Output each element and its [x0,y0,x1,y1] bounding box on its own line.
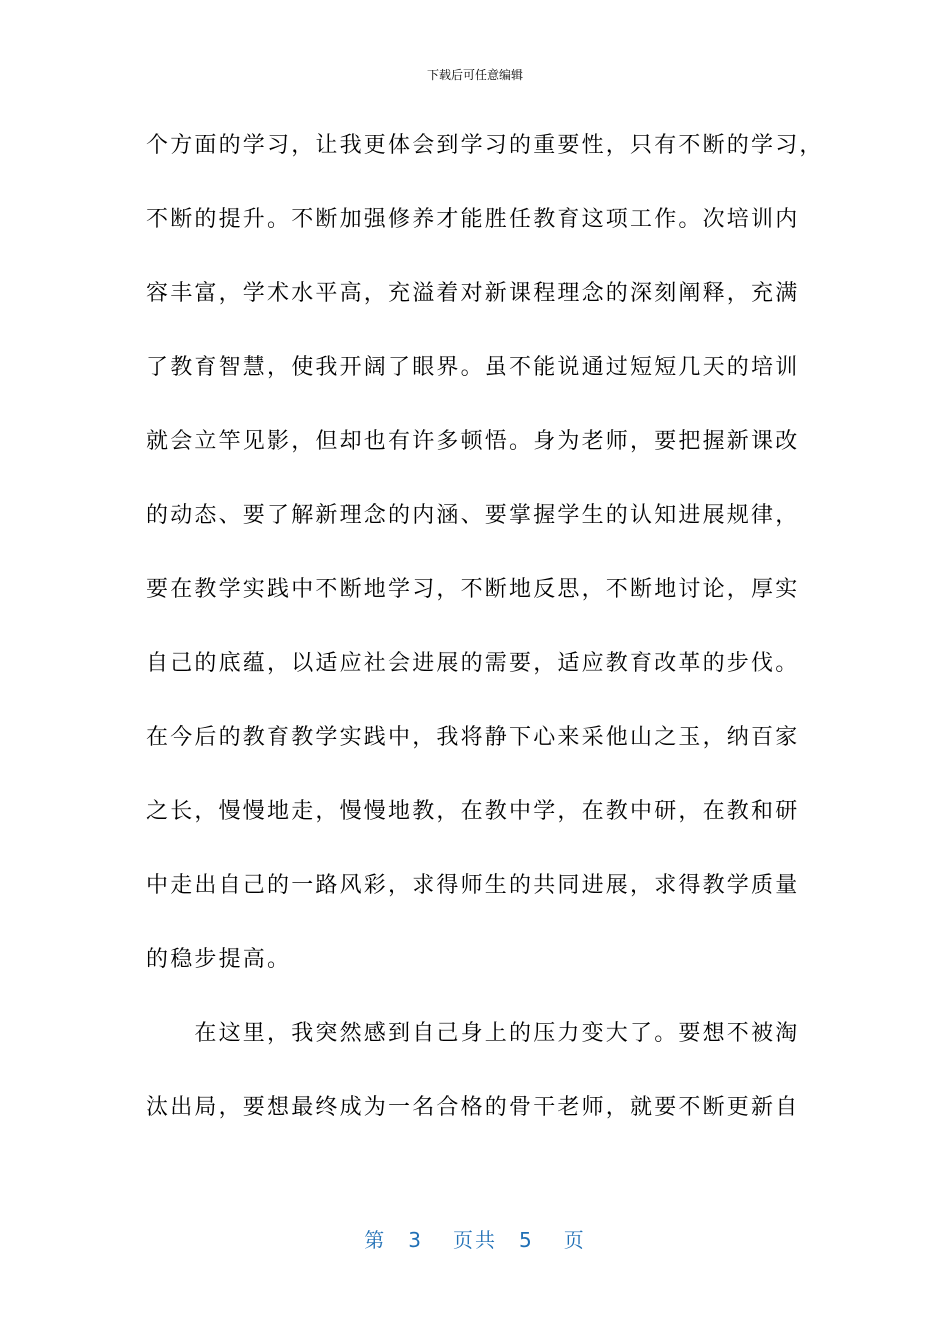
text-line: 之长，慢慢地走，慢慢地教，在教中学，在教中研，在教和研 [146,799,800,824]
text-line: 汰出局，要想最终成为一名合格的骨干老师，就要不断更新自 [146,1095,800,1120]
total-pages-number: 5 [519,1228,534,1252]
text-line: 不断的提升。不断加强修养才能胜任教育这项工作。次培训内 [146,207,800,232]
footer-middle: 页共 [453,1228,497,1252]
text-line: 了教育智慧，使我开阔了眼界。虽不能说通过短短几天的培训 [146,355,800,380]
text-line: 中走出自己的一路风彩，求得师生的共同进展，求得教学质量 [146,873,800,898]
footer-suffix: 页 [563,1228,586,1252]
text-line: 就会立竿见影，但却也有许多顿悟。身为老师，要把握新课改 [146,429,800,454]
text-line: 在今后的教育教学实践中，我将静下心来采他山之玉，纳百家 [146,725,800,750]
page-header: 下载后可任意编辑 [426,68,523,82]
text-line: 在这里，我突然感到自己身上的压力变大了。要想不被淘 [146,1021,800,1046]
text-line: 的稳步提高。 [146,947,292,972]
text-line: 自己的底蕴，以适应社会进展的需要，适应教育改革的步伐。 [146,651,800,676]
text-line: 容丰富，学术水平高，充溢着对新课程理念的深刻阐释，充满 [146,281,800,306]
footer-prefix: 第 [364,1228,387,1252]
page-footer [0,1224,950,1253]
text-line: 个方面的学习，让我更体会到学习的重要性，只有不断的学习， [146,133,824,158]
text-line: 的动态、要了解新理念的内涵、要掌握学生的认知进展规律， [146,503,800,528]
text-line: 要在教学实践中不断地学习，不断地反思，不断地讨论，厚实 [146,577,800,602]
current-page-number: 3 [408,1228,423,1252]
body-text [146,122,824,1158]
